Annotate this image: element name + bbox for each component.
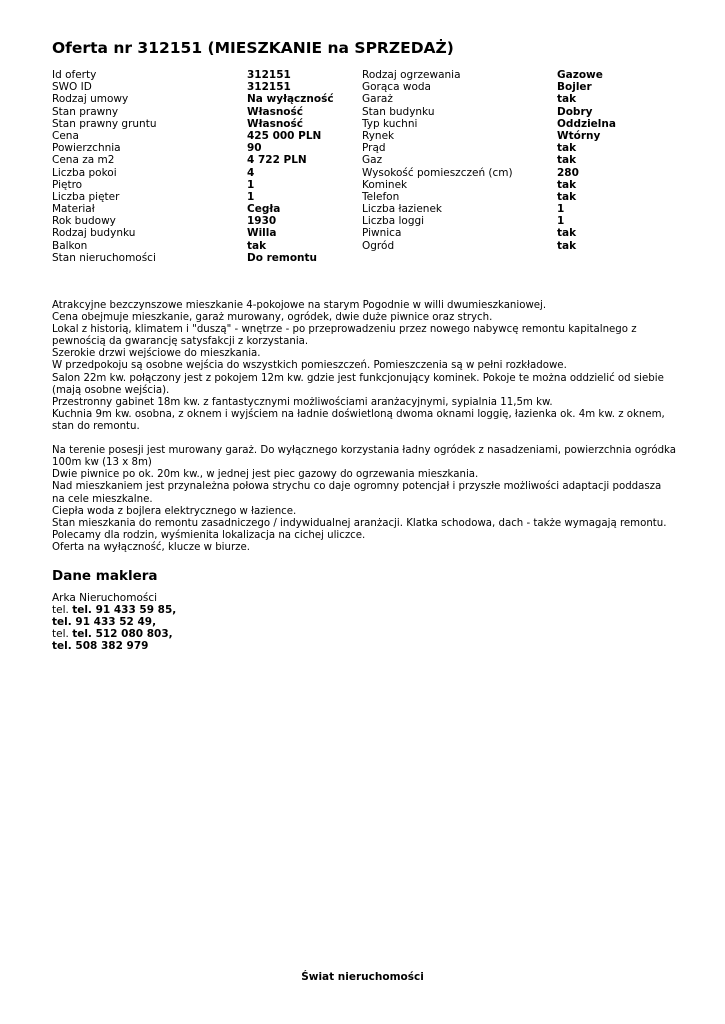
description-paragraph: W przedpokoju są osobne wejścia do wszystkich pomieszczeń. Pomieszczenia są w pełni rozkładowe. [52,360,567,372]
spec-label: Liczba łazienek [362,203,442,216]
spec-label: Liczba pięter [52,190,120,203]
spec-value: 312151 [247,81,291,94]
description-paragraph: Dwie piwnice po ok. 20m kw., w jednej jest piec gazowy do ogrzewania mieszkania. [52,469,479,481]
specs-table [52,69,677,264]
specs-right-labels [362,69,557,264]
spec-label: Liczba pokoi [52,166,117,179]
spec-value: 4 [247,166,255,179]
spec-value: tak [557,142,577,155]
tel-prefix: tel. [52,604,69,617]
spec-value: tak [557,239,577,252]
spec-label: Powierzchnia [52,142,121,155]
description-paragraph: Na terenie posesji jest murowany garaż. Do wyłącznego korzystania ładny ogródek z nasadzeniami, powierzchnia ogródka 100m kw (13 x 8m) [52,445,677,469]
spec-value: 280 [557,166,579,179]
description-paragraph: Oferta na wyłączność, klucze w biurze. [52,541,251,553]
specs-left-labels [52,69,247,264]
description-paragraph: Cena obejmuje mieszkanie, garaż murowany, ogródek, dwie duże piwnice oraz strych. [52,312,493,324]
spec-value: Willa [247,227,277,240]
description-paragraph: Przestronny gabinet 18m kw. z fantastycznymi możliwościami aranżacyjnymi, sypialnia 11,5m kw. [52,396,553,408]
description-paragraph: Stan mieszkania do remontu zasadniczego / indywidualnej aranżacji. Klatka schodowa, dach - także wymagają remontu. [52,517,667,529]
spec-value: tak [557,154,577,167]
spec-label: Piętro [52,178,83,191]
description-spacer [52,433,677,445]
spec-value: Cegła [247,203,281,216]
spec-value: 425 000 PLN [247,129,322,142]
spec-value: tak [557,93,577,106]
spec-label: Gorąca woda [362,81,431,94]
specs-column-right [362,69,667,264]
description-paragraph: Nad mieszkaniem jest przynależna połowa strychu co daje ogromny potencjał i przyszłe możliwości adaptacji poddasza na cele mieszkalne. [52,481,662,505]
spec-label: Garaż [362,93,393,106]
description-paragraph: Lokal z historią, klimatem i "duszą" - wnętrze - po przeprowadzeniu przez nowego nabywcę remontu kapitalnego z pewnością da gwarancję satysfakcji z korzystania. [52,324,637,348]
spec-label: Kominek [362,178,408,191]
broker-phone[interactable]: tel. 508 382 979 [52,640,149,653]
broker-phone-line [52,628,176,640]
spec-value: Wtórny [557,129,601,142]
spec-label: Rodzaj ogrzewania [362,69,461,81]
spec-label: Stan prawny [52,105,119,118]
spec-label: Rodzaj umowy [52,93,129,106]
spec-value: Do remontu [247,251,318,264]
spec-value: 4 722 PLN [247,154,307,167]
spec-value: tak [557,190,577,203]
broker-phone[interactable]: tel. 512 080 803, [72,628,173,641]
spec-value: 1 [247,178,255,191]
spec-label: Gaz [362,154,383,167]
spec-value: 1 [247,190,255,203]
description-paragraph: Szerokie drzwi wejściowe do mieszkania. [52,348,261,360]
tel-prefix: tel. [52,628,69,641]
broker-phone[interactable]: tel. 91 433 52 49, [52,616,157,629]
spec-label: Ogród [362,239,395,252]
spec-label: Rodzaj budynku [52,227,136,240]
spec-label: Liczba loggi [362,215,425,228]
spec-value: Własność [247,117,303,130]
spec-value: 1 [557,215,565,228]
description-paragraph: Ciepła woda z bojlera elektrycznego w łazience. [52,505,297,517]
specs-right-values [557,69,667,264]
spec-label: Wysokość pomieszczeń (cm) [362,166,513,179]
spec-value: Oddzielna [557,117,616,130]
broker-agency: Arka Nieruchomości [52,592,158,604]
page-title: Oferta nr 312151 (MIESZKANIE na SPRZEDAŻ) [52,39,454,57]
description-paragraph: Polecamy dla rodzin, wyśmienita lokalizacja na cichej uliczce. [52,529,366,541]
description-paragraph: Kuchnia 9m kw. osobna, z oknem i wyjściem na ładnie doświetloną dwoma oknami loggię, łazienka ok. 4m kw. z oknem, stan do remontu. [52,408,665,432]
spec-value: tak [247,239,267,252]
spec-label: SWO ID [52,81,92,94]
broker-heading: Dane maklera [52,568,158,584]
spec-label: Stan prawny gruntu [52,117,157,130]
footer-brand: Świat nieruchomości [301,971,424,983]
broker-phone-line [52,640,176,652]
broker-phone-line [52,616,176,628]
spec-label: Cena [52,129,79,142]
spec-label: Stan nieruchomości [52,251,156,264]
spec-label: Rok budowy [52,215,116,228]
spec-value: Dobry [557,105,593,118]
spec-label: Stan budynku [362,105,435,118]
spec-label: Prąd [362,142,386,155]
spec-value: tak [557,227,577,240]
spec-value: 90 [247,142,262,155]
spec-value: 1930 [247,215,277,228]
spec-label: Materiał [52,203,95,216]
broker-phone[interactable]: tel. 91 433 59 85, [72,604,177,617]
spec-label: Cena za m2 [52,154,115,167]
broker-details [52,592,176,652]
spec-label: Balkon [52,239,88,252]
spec-label: Rynek [362,129,395,142]
description-paragraph: Atrakcyjne bezczynszowe mieszkanie 4-pokojowe na starym Pogodnie w willi dwumieszkaniowej. [52,300,547,311]
broker-phone-line [52,604,176,616]
description-paragraph: Salon 22m kw. połączony jest z pokojem 12m kw. gdzie jest funkcjonujący kominek. Pokoje te można oddzielić od siebie (mają osobne wejścia). [52,372,664,396]
spec-value: 1 [557,203,565,216]
spec-label: Typ kuchni [362,117,418,130]
spec-label: Piwnica [362,227,402,240]
spec-value: 312151 [247,69,291,81]
spec-value: Własność [247,105,303,118]
spec-value: tak [557,178,577,191]
offer-description [52,300,677,554]
spec-value: Bojler [557,81,592,94]
spec-label: Telefon [362,190,400,203]
spec-label: Id oferty [52,69,97,81]
spec-value: Gazowe [557,69,603,81]
specs-column-left [52,69,362,264]
specs-left-values [247,69,362,264]
spec-value: Na wyłączność [247,93,334,106]
